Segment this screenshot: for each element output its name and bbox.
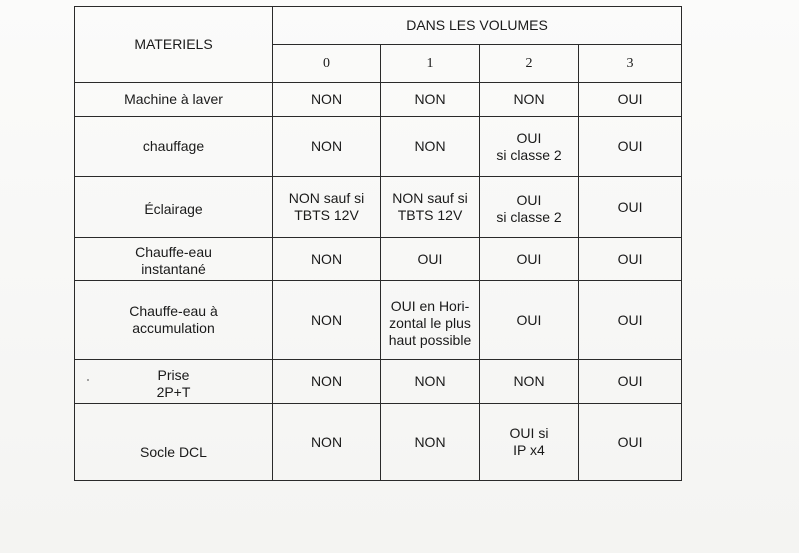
row-label: Socle DCL [75,404,273,481]
cell-volume-2: OUI [480,281,579,360]
table-row [75,117,682,177]
cell-volume-1: NON sauf si TBTS 12V [381,177,480,238]
table-row [75,281,682,360]
cell-volume-2: OUI [480,238,579,281]
header-dans-les-volumes: DANS LES VOLUMES [273,7,682,45]
cell-volume-1: OUI en Hori- zontal le plus haut possible [381,281,480,360]
row-label: Éclairage [75,177,273,238]
cell-volume-1: NON [381,360,480,404]
cell-volume-1: OUI [381,238,480,281]
cell-volume-3: OUI [579,83,682,117]
cell-volume-3: OUI [579,117,682,177]
row-label: chauffage [75,117,273,177]
cell-volume-3: OUI [579,238,682,281]
header-volume-1: 1 [381,45,480,83]
cell-volume-3: OUI [579,281,682,360]
cell-volume-0: NON sauf si TBTS 12V [273,177,381,238]
row-label: Chauffe-eau à accumulation [75,281,273,360]
header-volume-0: 0 [273,45,381,83]
header-volume-2: 2 [480,45,579,83]
cell-volume-0: NON [273,83,381,117]
cell-volume-1: NON [381,404,480,481]
cell-volume-2: OUI si classe 2 [480,117,579,177]
cell-volume-3: OUI [579,404,682,481]
row-label: Prise 2P+T [75,360,273,404]
cell-volume-2: OUI si classe 2 [480,177,579,238]
table-row [75,360,682,404]
cell-volume-2: NON [480,360,579,404]
cell-volume-3: OUI [579,177,682,238]
table-row [75,238,682,281]
cell-volume-1: NON [381,83,480,117]
table-row [75,83,682,117]
cell-volume-0: NON [273,360,381,404]
cell-volume-0: NON [273,281,381,360]
cell-volume-2: NON [480,83,579,117]
cell-volume-0: NON [273,238,381,281]
cell-volume-0: NON [273,404,381,481]
cell-volume-3: OUI [579,360,682,404]
cell-volume-1: NON [381,117,480,177]
header-materiels: MATERIELS [75,7,273,83]
row-label: Chauffe-eau instantané [75,238,273,281]
header-volume-3: 3 [579,45,682,83]
volumes-table [74,6,682,481]
table-row [75,404,682,481]
cell-volume-2: OUI si IP x4 [480,404,579,481]
header-row-top [75,7,682,45]
row-label: Machine à laver [75,83,273,117]
cell-volume-0: NON [273,117,381,177]
table-row [75,177,682,238]
